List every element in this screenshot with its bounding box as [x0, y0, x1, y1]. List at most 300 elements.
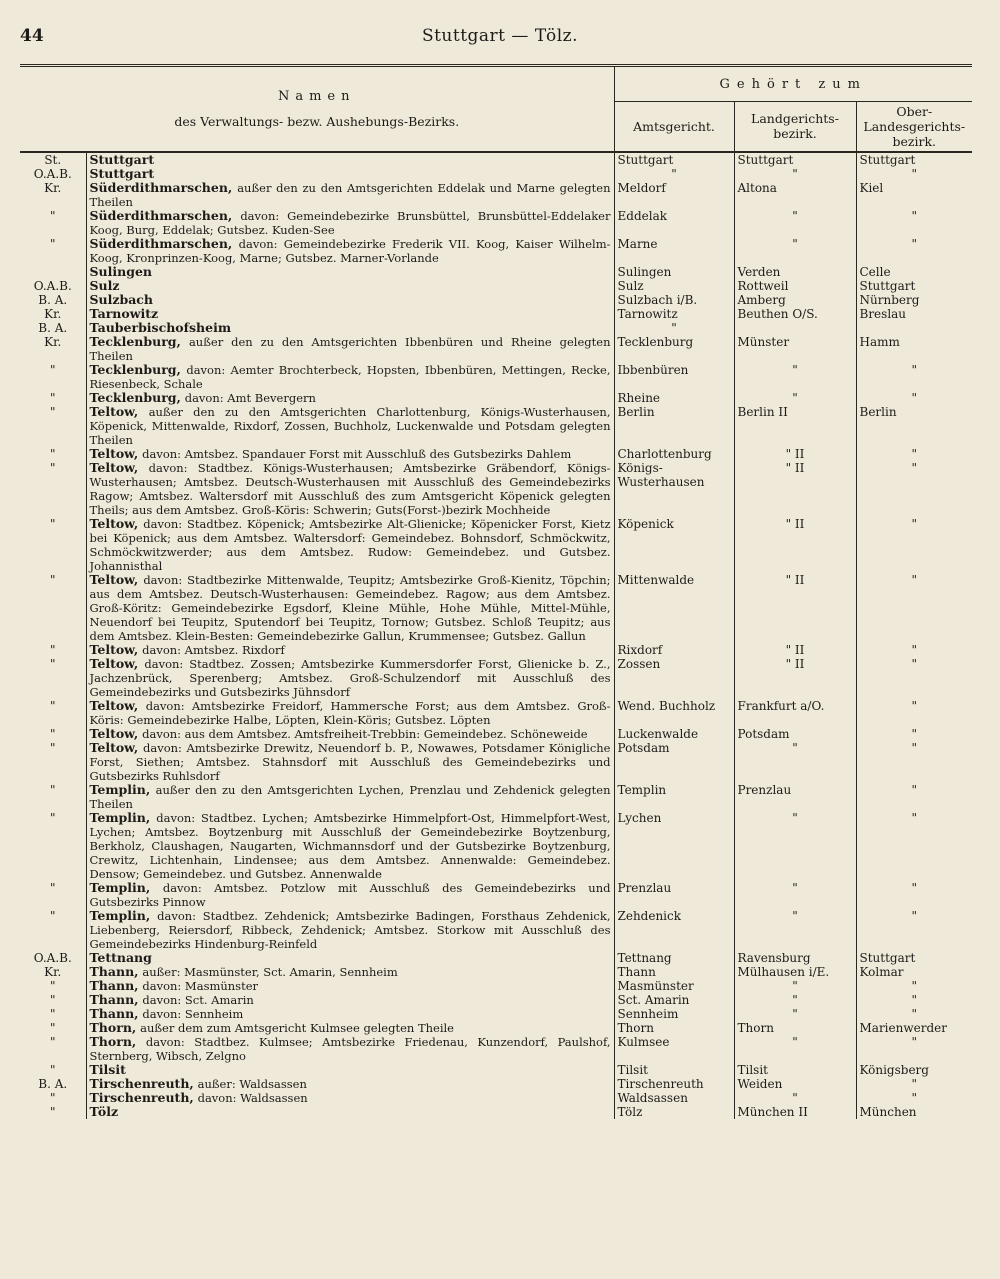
table-row [20, 657, 972, 699]
amtsgericht-cell: Masmünster [614, 979, 734, 993]
landgericht-cell: " [734, 979, 856, 993]
oberlandesgericht-cell: " [856, 783, 972, 811]
district-type: " [49, 1020, 56, 1035]
amtsgericht-cell: Tecklenburg [614, 335, 734, 363]
table-row [20, 391, 972, 405]
oberlandesgericht-cell: München [856, 1105, 972, 1119]
district-description: außer den zu den Amtsgerichten Charlottenburg, Königs-Wusterhausen, Köpenick, Mittenwalde, Rixdorf, Zossen, Buchholz, Luckenwalde und Potsdam gelegten Theilen [89, 404, 611, 447]
table-row [20, 307, 972, 321]
table-row [20, 951, 972, 965]
table-row [20, 167, 972, 181]
table-row [20, 461, 972, 517]
oberlandesgericht-cell: Kiel [856, 181, 972, 209]
district-name: Tilsit [89, 1061, 126, 1077]
district-name: Thann, [89, 963, 139, 979]
district-cell [86, 951, 614, 965]
oberlandesgericht-cell: " [856, 461, 972, 517]
district-type: B. A. [38, 320, 68, 335]
district-type: " [49, 236, 56, 251]
district-name: Sulz [89, 277, 120, 293]
amtsgericht-cell: Prenzlau [614, 881, 734, 909]
table-row [20, 979, 972, 993]
landgericht-cell: Thorn [734, 1021, 856, 1035]
oberlandesgericht-cell: Marienwerder [856, 1021, 972, 1035]
table-row [20, 909, 972, 951]
district-type: " [49, 460, 56, 475]
oberlandesgericht-cell: Berlin [856, 405, 972, 447]
district-cell [86, 881, 614, 909]
district-name: Templin, [89, 907, 151, 923]
name-column-title: Namen [277, 88, 356, 104]
landgericht-cell: Mülhausen i/E. [734, 965, 856, 979]
landgericht-cell: " II [734, 657, 856, 699]
district-name: Thorn, [89, 1033, 137, 1049]
district-cell [86, 727, 614, 741]
landgericht-cell: " [734, 993, 856, 1007]
amtsgericht-cell: Zossen [614, 657, 734, 699]
district-name: Tirschenreuth, [89, 1089, 194, 1105]
district-description: außer: Waldsassen [197, 1076, 307, 1091]
landgericht-cell: " II [734, 517, 856, 573]
landgericht-cell: Stuttgart [734, 152, 856, 167]
oberlandesgericht-cell: " [856, 811, 972, 881]
table-header [20, 67, 972, 152]
landgericht-cell: " II [734, 643, 856, 657]
table-row [20, 447, 972, 461]
district-type: " [49, 908, 56, 923]
oberlandesgericht-cell: " [856, 1077, 972, 1091]
table-row [20, 321, 972, 335]
oberlandesgericht-cell: " [856, 1035, 972, 1063]
district-name: Teltow, [89, 655, 139, 671]
district-cell [86, 1105, 614, 1119]
district-description: davon: Amt Bevergern [184, 390, 316, 405]
amtsgericht-cell: Meldorf [614, 181, 734, 209]
district-type: " [49, 572, 56, 587]
landgericht-cell: Ravensburg [734, 951, 856, 965]
name-column-subtitle: des Verwaltungs- bezw. Aushebungs-Bezirks. [174, 113, 460, 129]
amtsgericht-cell: " [614, 167, 734, 181]
district-name: Stuttgart [89, 165, 155, 181]
district-cell [86, 965, 614, 979]
district-cell [86, 573, 614, 643]
district-name: Teltow, [89, 641, 139, 657]
district-description: davon: Amtsbezirke Freidorf, Hammersche Forst; aus dem Amtsbez. Groß-Köris: Gemeindebezirke Halbe, Löpten, Klein-Köris; Gutsbez. Löpten [89, 698, 611, 727]
district-type: " [49, 642, 56, 657]
district-cell [86, 1077, 614, 1091]
amtsgericht-cell: Lychen [614, 811, 734, 881]
district-type: " [49, 656, 56, 671]
district-type: Kr. [44, 334, 62, 349]
district-type: " [49, 516, 56, 531]
landgericht-cell: " [734, 391, 856, 405]
landgericht-cell: " [734, 909, 856, 951]
district-name: Sulzbach [89, 291, 154, 307]
table-row [20, 993, 972, 1007]
landgericht-cell: Altona [734, 181, 856, 209]
amtsgericht-cell: Wend. Buchholz [614, 699, 734, 727]
oberlandesgericht-cell: " [856, 363, 972, 391]
district-name: Tecklenburg, [89, 389, 181, 405]
table-row [20, 573, 972, 643]
landgericht-cell: Potsdam [734, 727, 856, 741]
district-type: " [49, 1090, 56, 1105]
district-name: Sulingen [89, 263, 152, 279]
table-row [20, 517, 972, 573]
oberlandesgericht-cell: " [856, 209, 972, 237]
district-name: Süderdithmarschen, [89, 179, 233, 195]
amtsgericht-cell: Mittenwalde [614, 573, 734, 643]
district-description: davon: Amtsbezirke Drewitz, Neuendorf b. P., Nowawes, Potsdamer Königliche Forst, Siethen; Amtsbez. Stahnsdorf mit Ausschluß des Gemeindebezirks und Gutsbezirks Ruhlsdorf [89, 740, 611, 783]
oberlandesgericht-cell: " [856, 727, 972, 741]
district-name: Stuttgart [89, 151, 155, 167]
landgericht-cell: " II [734, 447, 856, 461]
oberlandesgericht-header: Ober-Landesgerichts-bezirk. [856, 101, 972, 152]
table-row [20, 1021, 972, 1035]
table-row [20, 727, 972, 741]
district-type: " [49, 446, 56, 461]
district-cell [86, 321, 614, 335]
amtsgericht-cell: Sennheim [614, 1007, 734, 1021]
district-description: außer: Masmünster, Sct. Amarin, Sennheim [142, 964, 398, 979]
page-header [0, 18, 1000, 58]
amtsgericht-cell: Ibbenbüren [614, 363, 734, 391]
district-name: Teltow, [89, 697, 139, 713]
district-cell [86, 993, 614, 1007]
page-title: Stuttgart — Tölz. [421, 26, 579, 46]
amtsgericht-cell: Sulingen [614, 265, 734, 279]
district-name: Tarnowitz [89, 305, 159, 321]
landgericht-cell: Frankfurt a/O. [734, 699, 856, 727]
district-cell [86, 167, 614, 181]
table-row [20, 293, 972, 307]
table-row [20, 1091, 972, 1105]
amtsgericht-cell: Eddelak [614, 209, 734, 237]
oberlandesgericht-cell: " [856, 391, 972, 405]
oberlandesgericht-cell: " [856, 741, 972, 783]
district-description: davon: Sennheim [142, 1006, 244, 1021]
district-name: Thorn, [89, 1019, 137, 1035]
oberlandesgericht-cell: " [856, 909, 972, 951]
district-cell [86, 363, 614, 391]
district-description: davon: Sct. Amarin [142, 992, 254, 1007]
oberlandesgericht-cell: " [856, 979, 972, 993]
table-row [20, 181, 972, 209]
district-cell [86, 741, 614, 783]
district-description: davon: Aemter Brochterbeck, Hopsten, Ibbenbüren, Mettingen, Recke, Riesenbeck, Schale [89, 362, 611, 391]
amtsgericht-cell: Rixdorf [614, 643, 734, 657]
district-name: Tettnang [89, 949, 152, 965]
district-name: Tölz [89, 1103, 119, 1119]
oberlandesgericht-cell: " [856, 573, 972, 643]
amtsgericht-cell: Charlottenburg [614, 447, 734, 461]
district-type: Kr. [44, 306, 62, 321]
page-number: 44 [20, 26, 44, 46]
district-name: Thann, [89, 977, 139, 993]
amtsgericht-cell: Tirschenreuth [614, 1077, 734, 1091]
landgericht-cell: " [734, 167, 856, 181]
amtsgericht-cell: Sct. Amarin [614, 993, 734, 1007]
oberlandesgericht-cell: " [856, 517, 972, 573]
district-cell [86, 1021, 614, 1035]
table-row [20, 1035, 972, 1063]
district-type: " [49, 1034, 56, 1049]
district-type: Kr. [44, 964, 62, 979]
district-type: " [49, 208, 56, 223]
landgericht-cell: " [734, 811, 856, 881]
landgericht-cell: Prenzlau [734, 783, 856, 811]
table-row [20, 643, 972, 657]
district-type: " [49, 740, 56, 755]
district-cell [86, 979, 614, 993]
landgericht-cell: " [734, 1091, 856, 1105]
amtsgericht-cell: Tettnang [614, 951, 734, 965]
district-name: Süderdithmarschen, [89, 235, 233, 251]
district-cell [86, 391, 614, 405]
amtsgericht-cell: Sulz [614, 279, 734, 293]
district-cell [86, 405, 614, 447]
table-row [20, 152, 972, 167]
oberlandesgericht-cell: " [856, 1091, 972, 1105]
table-row [20, 209, 972, 237]
district-name: Teltow, [89, 725, 139, 741]
landgericht-cell: " [734, 209, 856, 237]
district-cell [86, 517, 614, 573]
table-row [20, 881, 972, 909]
amtsgericht-cell: Marne [614, 237, 734, 265]
amtsgericht-cell: Potsdam [614, 741, 734, 783]
table-row [20, 237, 972, 265]
district-name: Teltow, [89, 459, 139, 475]
district-description: davon: Stadtbez. Kulmsee; Amtsbezirke Friedenau, Kunzendorf, Paulshof, Sternberg, Wibsch, Zelgno [89, 1034, 611, 1063]
landgericht-cell: " [734, 881, 856, 909]
landgericht-cell: Beuthen O/S. [734, 307, 856, 321]
landgericht-header: Landgerichts-bezirk. [734, 101, 856, 152]
amtsgericht-cell: Rheine [614, 391, 734, 405]
landgericht-cell: Berlin II [734, 405, 856, 447]
district-description: davon: aus dem Amtsbez. Amtsfreiheit-Trebbin: Gemeindebez. Schöneweide [142, 726, 588, 741]
district-type: " [49, 880, 56, 895]
oberlandesgericht-cell: Celle [856, 265, 972, 279]
district-cell [86, 643, 614, 657]
register-table-wrap [20, 67, 972, 1262]
district-type: O.A.B. [33, 278, 72, 293]
oberlandesgericht-cell: Königsberg [856, 1063, 972, 1077]
table-row [20, 741, 972, 783]
district-cell [86, 307, 614, 321]
district-name: Thann, [89, 991, 139, 1007]
district-cell [86, 783, 614, 811]
landgericht-cell: " II [734, 461, 856, 517]
landgericht-cell: Tilsit [734, 1063, 856, 1077]
table-row [20, 1007, 972, 1021]
district-description: davon: Stadtbez. Zossen; Amtsbezirke Kummersdorfer Forst, Glienicke b. Z., Jachzenbrück, Sperenberg; Amtsbez. Groß-Schulzendorf mit Ausschluß des Gemeindebezirks und Gutsbezirks Jühnsdorf [89, 656, 611, 699]
district-cell [86, 181, 614, 209]
district-cell [86, 1091, 614, 1105]
district-description: davon: Gemeindebezirke Frederik VII. Koog, Kaiser Wilhelm-Koog, Kronprinzen-Koog, Marne; Gutsbez. Marner-Vorlande [89, 236, 611, 265]
district-description: davon: Amtsbez. Spandauer Forst mit Ausschluß des Gutsbezirks Dahlem [142, 446, 572, 461]
oberlandesgericht-cell: " [856, 643, 972, 657]
district-type: " [49, 1104, 56, 1119]
landgericht-cell [734, 321, 856, 335]
amtsgericht-cell: Berlin [614, 405, 734, 447]
table-row [20, 811, 972, 881]
landgericht-cell: " [734, 237, 856, 265]
district-type: B. A. [38, 292, 68, 307]
landgericht-cell: Rottweil [734, 279, 856, 293]
district-description: davon: Masmünster [142, 978, 259, 993]
district-cell [86, 1007, 614, 1021]
district-cell [86, 909, 614, 951]
district-description: außer den zu den Amtsgerichten Ibbenbüren und Rheine gelegten Theilen [89, 334, 611, 363]
district-cell [86, 811, 614, 881]
table-row [20, 279, 972, 293]
district-cell [86, 447, 614, 461]
register-table [20, 67, 972, 1119]
district-name: Tirschenreuth, [89, 1075, 194, 1091]
district-type: Kr. [44, 180, 62, 195]
amtsgericht-cell: Tilsit [614, 1063, 734, 1077]
district-name: Templin, [89, 781, 151, 797]
oberlandesgericht-cell [856, 321, 972, 335]
amtsgericht-cell: Luckenwalde [614, 727, 734, 741]
district-type: " [49, 390, 56, 405]
oberlandesgericht-cell: Nürnberg [856, 293, 972, 307]
landgericht-cell: " [734, 1007, 856, 1021]
district-name: Tecklenburg, [89, 333, 181, 349]
amtsgericht-cell: " [614, 321, 734, 335]
district-cell [86, 209, 614, 237]
district-cell [86, 1063, 614, 1077]
district-description: davon: Stadtbez. Köpenick; Amtsbezirke Alt-Glienicke; Köpenicker Forst, Kietz bei Köpenick; aus dem Amtsbez. Waltersdorf: Gemeindebez. Bohnsdorf, Schmöckwitz, Schmöckwitzwerder; aus dem Amtsbez. Rudow: Gemeindebez. und Gutsbez. Johannisthal [89, 516, 611, 573]
district-description: davon: Stadtbezirke Mittenwalde, Teupitz; Amtsbezirke Groß-Kienitz, Töpchin; aus dem Amtsbez. Deutsch-Wusterhausen: Gemeindebez. Ragow; aus dem Amtsbez. Groß-Köritz: Gemeindebezirke Egsdorf, Kleine Mühle, Hohe Mühle, Mittel-Mühle, Neuendorf bei Teupitz, Sputendorf bei Teupitz, Tornow; Gutsbez. Schloß Teupitz; aus dem Amtsbez. Klein-Besten: Gemeindebezirke Gallun, Krummensee; Gutsbez. Gallun [89, 572, 611, 643]
oberlandesgericht-cell: " [856, 993, 972, 1007]
amtsgericht-cell: Tarnowitz [614, 307, 734, 321]
district-cell [86, 152, 614, 167]
belongs-column-header [614, 67, 972, 101]
oberlandesgericht-cell: Stuttgart [856, 951, 972, 965]
table-row [20, 405, 972, 447]
landgericht-cell: Weiden [734, 1077, 856, 1091]
oberlandesgericht-cell: " [856, 1007, 972, 1021]
district-name: Tecklenburg, [89, 361, 181, 377]
landgericht-cell: Münster [734, 335, 856, 363]
amtsgericht-cell: Waldsassen [614, 1091, 734, 1105]
district-cell [86, 279, 614, 293]
district-description: außer den zu den Amtsgerichten Lychen, Prenzlau und Zehdenick gelegten Theilen [89, 782, 611, 811]
oberlandesgericht-cell: " [856, 881, 972, 909]
district-name: Teltow, [89, 739, 139, 755]
amtsgericht-cell: Köpenick [614, 517, 734, 573]
district-description: davon: Stadtbez. Königs-Wusterhausen; Amtsbezirke Gräbendorf, Königs-Wusterhausen; Amtsbez. Deutsch-Wusterhausen mit Ausschluß des Gemeindebezirks Ragow; Amtsbez. Waltersdorf mit Ausschluß des zum Amtsgericht Köpenick gelegten Theils; aus dem Amtsbez. Groß-Köris: Schwerin; Guts(Forst-)bezirk Mochheide [89, 460, 611, 517]
landgericht-cell: " [734, 1035, 856, 1063]
amtsgericht-cell: Stuttgart [614, 152, 734, 167]
district-type: " [49, 810, 56, 825]
district-type: B. A. [38, 1076, 68, 1091]
table-row [20, 335, 972, 363]
table-row [20, 265, 972, 279]
landgericht-cell: Amberg [734, 293, 856, 307]
amtsgericht-cell: Thorn [614, 1021, 734, 1035]
table-row [20, 363, 972, 391]
district-description: davon: Stadtbez. Lychen; Amtsbezirke Himmelpfort-Ost, Himmelpfort-West, Lychen; Amtsbez. Boytzenburg mit Ausschluß der Gemeindebezirke Boytzenburg, Berkholz, Claushagen, Naugarten, Wichmannsdorf und der Gutsbezirke Boytzenburg, Crewitz, Lichtenhain, Lindensee; aus dem Amtsbez. Annenwalde: Gemeindebez. Densow; Gemeindebez. und Gutsbez. Annenwalde [89, 810, 611, 881]
oberlandesgericht-cell: " [856, 699, 972, 727]
landgericht-cell: " [734, 363, 856, 391]
oberlandesgericht-cell: Stuttgart [856, 152, 972, 167]
district-name: Teltow, [89, 571, 139, 587]
landgericht-cell: Verden [734, 265, 856, 279]
district-cell [86, 657, 614, 699]
district-name: Teltow, [89, 403, 139, 419]
table-row [20, 1063, 972, 1077]
district-description: davon: Amtsbez. Rixdorf [142, 642, 285, 657]
table-row [20, 699, 972, 727]
district-description: davon: Stadtbez. Zehdenick; Amtsbezirke Badingen, Forsthaus Zehdenick, Liebenberg, Reiersdorf, Ribbeck, Zehdenick; Amtsbez. Storkow mit Ausschluß des Gemeindebezirks Hindenburg-Reinfeld [89, 908, 611, 951]
amtsgericht-cell: Tölz [614, 1105, 734, 1119]
amtsgericht-cell: Zehdenick [614, 909, 734, 951]
amtsgericht-cell: Thann [614, 965, 734, 979]
district-name: Templin, [89, 879, 151, 895]
district-type: O.A.B. [33, 166, 72, 181]
district-cell [86, 237, 614, 265]
district-cell [86, 335, 614, 363]
district-cell [86, 293, 614, 307]
district-type: " [49, 1006, 56, 1021]
district-description: außer den zu den Amtsgerichten Eddelak und Marne gelegten Theilen [89, 180, 611, 209]
district-name: Templin, [89, 809, 151, 825]
amtsgericht-cell: Sulzbach i/B. [614, 293, 734, 307]
district-name: Süderdithmarschen, [89, 207, 233, 223]
district-type: " [49, 698, 56, 713]
amtsgericht-cell: Königs-Wusterhausen [614, 461, 734, 517]
oberlandesgericht-cell: " [856, 167, 972, 181]
belongs-column-title: Gehört zum [719, 76, 867, 92]
district-type: " [49, 782, 56, 797]
amtsgericht-cell: Kulmsee [614, 1035, 734, 1063]
district-type: " [49, 404, 56, 419]
district-name: Teltow, [89, 445, 139, 461]
landgericht-cell: " II [734, 573, 856, 643]
oberlandesgericht-cell: " [856, 447, 972, 461]
district-cell [86, 1035, 614, 1063]
oberlandesgericht-cell: Breslau [856, 307, 972, 321]
district-description: davon: Amtsbez. Potzlow mit Ausschluß des Gemeindebezirks und Gutsbezirks Pinnow [89, 880, 611, 909]
oberlandesgericht-cell: " [856, 657, 972, 699]
landgericht-cell: München II [734, 1105, 856, 1119]
district-type: " [49, 992, 56, 1007]
district-type: O.A.B. [33, 950, 72, 965]
oberlandesgericht-cell: " [856, 237, 972, 265]
amtsgericht-header: Amtsgericht. [614, 101, 734, 152]
district-description: außer dem zum Amtsgericht Kulmsee gelegten Theile [140, 1020, 454, 1035]
district-cell [86, 461, 614, 517]
table-row [20, 965, 972, 979]
district-name: Thann, [89, 1005, 139, 1021]
district-name: Teltow, [89, 515, 139, 531]
oberlandesgericht-cell: Kolmar [856, 965, 972, 979]
district-type: " [49, 978, 56, 993]
name-column-header [20, 67, 614, 152]
landgericht-cell: " [734, 741, 856, 783]
district-type: St. [44, 152, 62, 167]
district-type [20, 265, 86, 279]
table-row [20, 1077, 972, 1091]
district-name: Tauberbischofsheim [89, 319, 232, 335]
district-description: davon: Gemeindebezirke Brunsbüttel, Brunsbüttel-Eddelaker Koog, Burg, Eddelak; Gutsbez. Kuden-See [89, 208, 611, 237]
table-row [20, 783, 972, 811]
district-type: " [49, 362, 56, 377]
oberlandesgericht-cell: Stuttgart [856, 279, 972, 293]
